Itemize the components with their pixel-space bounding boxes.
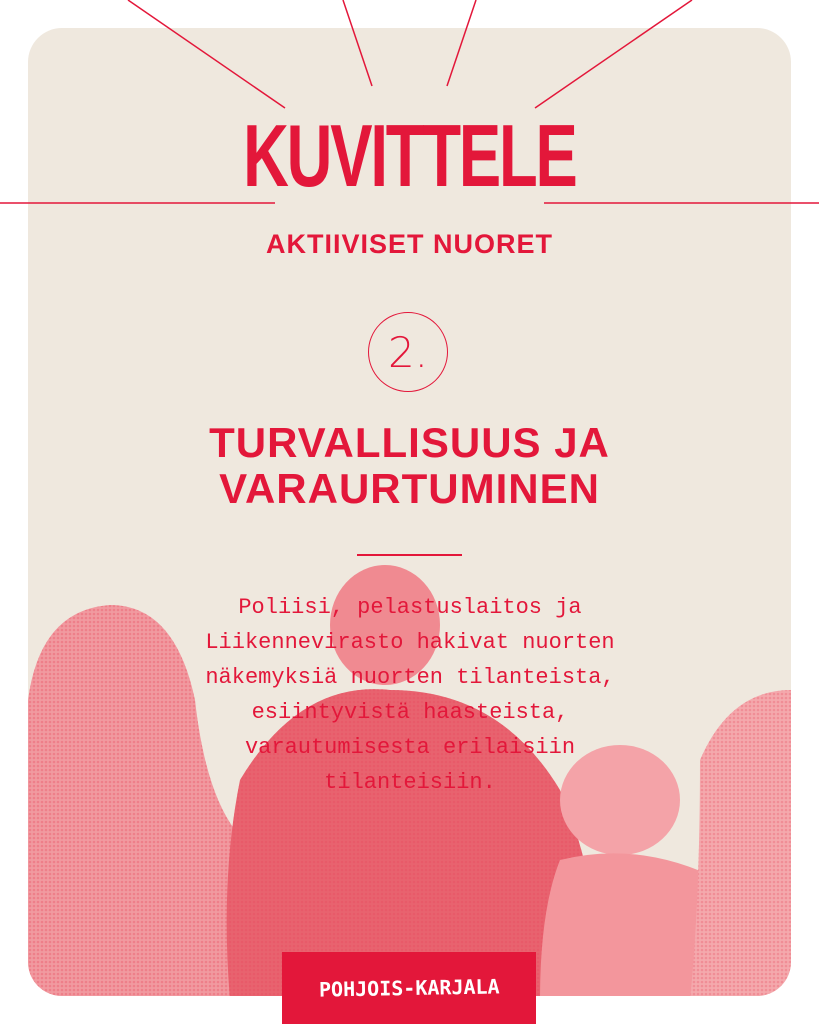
item-number-badge — [368, 312, 448, 392]
section-heading — [0, 420, 819, 512]
body-line: Liikennevirasto hakivat nuorten — [205, 630, 615, 655]
page-title: KUVITTELE — [243, 106, 576, 205]
body-line: näkemyksiä nuorten tilanteista, — [205, 665, 615, 690]
section-heading-line: VARAURTUMINEN — [219, 465, 600, 512]
divider — [357, 554, 462, 556]
body-line: Poliisi, pelastuslaitos ja — [238, 595, 582, 620]
region-badge-label: POHJOIS-KARJALA — [318, 974, 500, 1002]
body-paragraph — [130, 590, 690, 800]
section-heading-line: TURVALLISUUS JA — [209, 419, 610, 466]
body-line: tilanteisiin. — [324, 770, 496, 795]
item-number: 2. — [387, 327, 429, 377]
page-subtitle: AKTIIVISET NUORET — [265, 229, 553, 259]
body-line: esiintyvistä haasteista, — [251, 700, 569, 725]
region-badge — [282, 952, 536, 1024]
body-line: varautumisesta erilaisiin — [244, 735, 576, 760]
